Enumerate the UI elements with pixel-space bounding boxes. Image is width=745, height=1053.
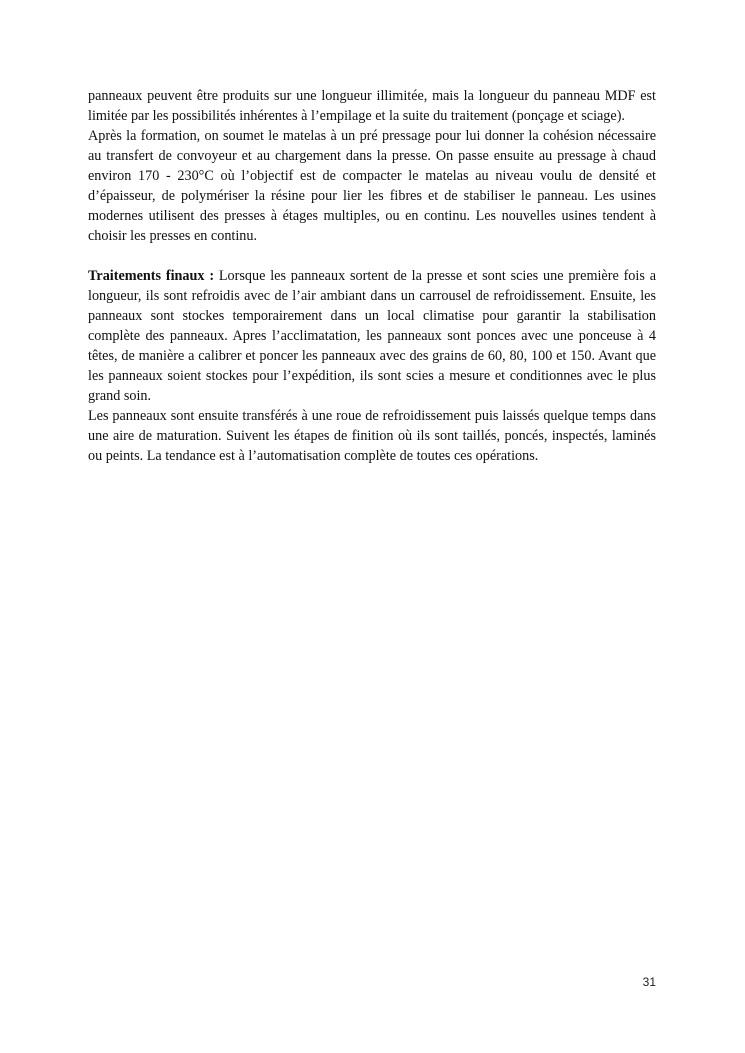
paragraph-final-treatments	[88, 266, 656, 406]
page-body	[88, 86, 656, 466]
paragraph-text: panneaux peuvent être produits sur une longueur illimitée, mais la longueur du panneau MDF est limitée par les possibilités inhérentes à l’empilage et la suite du traitement (ponçage et sciage).	[88, 88, 656, 124]
paragraph-text: Les panneaux sont ensuite transférés à une roue de refroidissement puis laissés quelque temps dans une aire de maturation. Suivent les étapes de finition où ils sont taillés, poncés, inspectés, laminés ou peints. La tendance est à l’automatisation complète de toutes ces opérations.	[88, 408, 656, 464]
paragraph-cooling-finishing	[88, 406, 656, 466]
paragraph-text: Après la formation, on soumet le matelas à un pré pressage pour lui donner la cohésion nécessaire au transfert de convoyeur et au chargement dans la presse. On passe ensuite au pressage à chaud environ 170 - 230°C où l’objectif est de compacter le matelas au niveau voulu de densité et d’épaisseur, de polymériser la résine pour lier les fibres et de stabiliser le panneau. Les usines modernes utilisent des presses à étages multiples, ou en continu. Les nouvelles usines tendent à choisir les presses en continu.	[88, 128, 656, 244]
paragraph-spacer	[88, 246, 656, 266]
section-heading-inline: Traitements finaux :	[88, 268, 215, 284]
paragraph-pressing	[88, 126, 656, 246]
paragraph-text: Lorsque les panneaux sortent de la presse et sont scies une première fois a longueur, ils sont refroidis avec de l’air ambiant dans un carrousel de refroidissement. Ensuite, les panneaux sont stockes temporairement dans un local climatise pour garantir la stabilisation complète des panneaux. Apres l’acclimatation, les panneaux sont ponces avec une ponceuse à 4 têtes, de manière a calibrer et poncer les panneaux avec des grains de 60, 80, 100 et 150. Avant que les panneaux soient stockes pour l’expédition, ils sont scies a mesure et conditionnes avec le plus grand soin.	[88, 268, 656, 404]
paragraph-mdf-length	[88, 86, 656, 126]
page-number: 31	[642, 975, 656, 989]
